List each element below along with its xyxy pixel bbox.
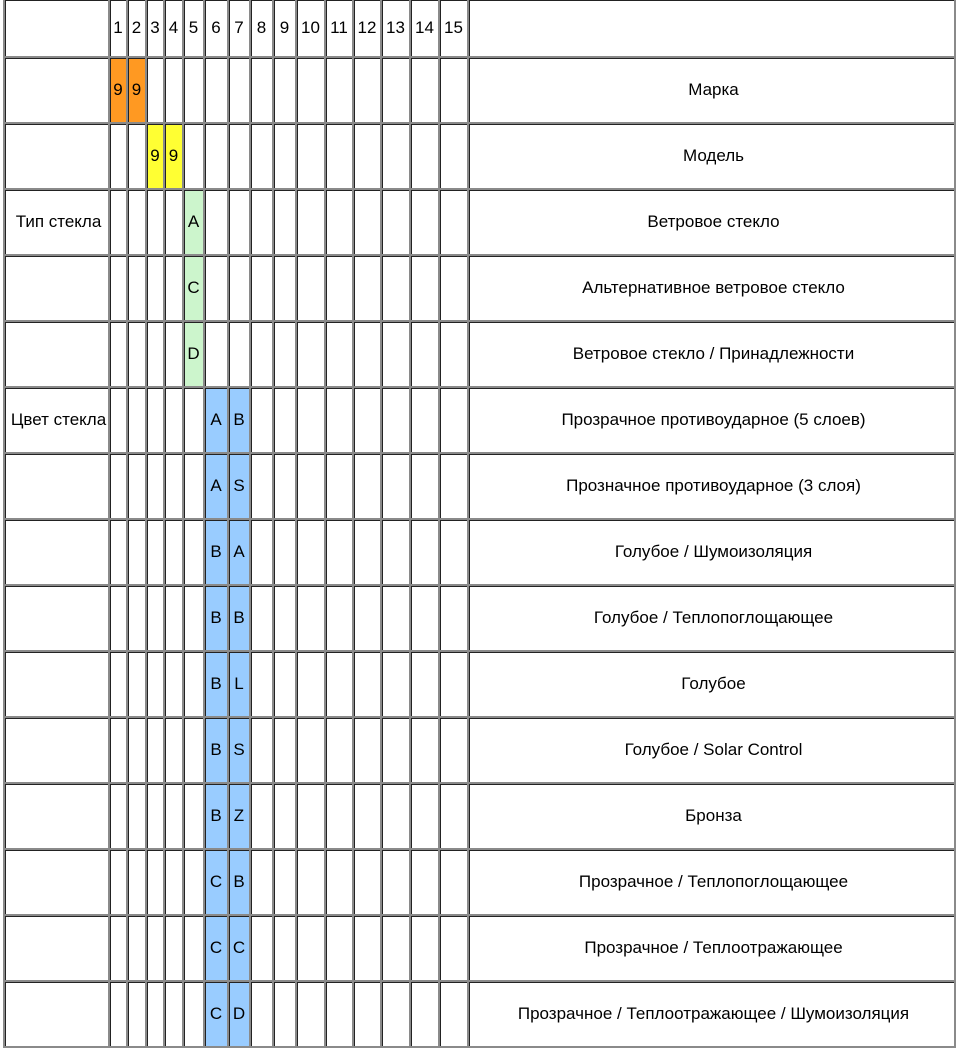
code-cell-pos-13 bbox=[382, 322, 411, 388]
code-cell-pos-15 bbox=[440, 58, 469, 124]
column-header-12: 12 bbox=[354, 0, 382, 58]
code-cell-pos-11 bbox=[326, 982, 354, 1048]
code-cell-pos-6: B bbox=[205, 520, 229, 586]
code-cell-pos-12 bbox=[354, 586, 382, 652]
table-row bbox=[5, 520, 956, 586]
code-cell-pos-7: B bbox=[229, 586, 251, 652]
code-cell-pos-10 bbox=[297, 784, 326, 850]
row-description: Модель bbox=[469, 124, 956, 190]
code-cell-pos-14 bbox=[411, 586, 440, 652]
header-description-cell bbox=[469, 0, 956, 58]
row-description: Голубое bbox=[469, 652, 956, 718]
code-cell-pos-3 bbox=[147, 718, 165, 784]
code-cell-pos-2 bbox=[128, 784, 147, 850]
code-cell-pos-3 bbox=[147, 982, 165, 1048]
code-cell-pos-5: A bbox=[184, 190, 205, 256]
code-cell-pos-7: S bbox=[229, 454, 251, 520]
code-cell-pos-4 bbox=[165, 718, 184, 784]
code-cell-pos-12 bbox=[354, 652, 382, 718]
code-cell-pos-12 bbox=[354, 916, 382, 982]
code-cell-pos-1 bbox=[110, 388, 128, 454]
code-cell-pos-2 bbox=[128, 388, 147, 454]
code-cell-pos-2 bbox=[128, 850, 147, 916]
code-cell-pos-6 bbox=[205, 322, 229, 388]
row-description: Прозрачное / Теплоотражающее / Шумоизоляция bbox=[469, 982, 956, 1048]
code-cell-pos-12 bbox=[354, 520, 382, 586]
code-cell-pos-1 bbox=[110, 850, 128, 916]
table-row bbox=[5, 916, 956, 982]
code-cell-pos-6: B bbox=[205, 586, 229, 652]
code-cell-pos-6: B bbox=[205, 718, 229, 784]
code-cell-pos-6: B bbox=[205, 784, 229, 850]
code-cell-pos-2 bbox=[128, 718, 147, 784]
code-cell-pos-1 bbox=[110, 916, 128, 982]
code-cell-pos-7: B bbox=[229, 388, 251, 454]
code-cell-pos-2 bbox=[128, 256, 147, 322]
row-description: Голубое / Шумоизоляция bbox=[469, 520, 956, 586]
row-description: Ветровое стекло / Принадлежности bbox=[469, 322, 956, 388]
code-cell-pos-13 bbox=[382, 256, 411, 322]
code-cell-pos-13 bbox=[382, 718, 411, 784]
code-cell-pos-4 bbox=[165, 256, 184, 322]
code-cell-pos-11 bbox=[326, 718, 354, 784]
code-cell-pos-2 bbox=[128, 586, 147, 652]
code-cell-pos-10 bbox=[297, 982, 326, 1048]
code-cell-pos-1 bbox=[110, 586, 128, 652]
code-cell-pos-11 bbox=[326, 586, 354, 652]
code-cell-pos-14 bbox=[411, 520, 440, 586]
code-cell-pos-11 bbox=[326, 784, 354, 850]
code-cell-pos-4 bbox=[165, 388, 184, 454]
code-cell-pos-7 bbox=[229, 190, 251, 256]
code-cell-pos-12 bbox=[354, 322, 382, 388]
code-cell-pos-15 bbox=[440, 982, 469, 1048]
code-cell-pos-7 bbox=[229, 322, 251, 388]
code-cell-pos-14 bbox=[411, 454, 440, 520]
code-cell-pos-8 bbox=[251, 916, 274, 982]
code-cell-pos-8 bbox=[251, 388, 274, 454]
code-cell-pos-9 bbox=[274, 388, 297, 454]
code-cell-pos-1 bbox=[110, 124, 128, 190]
code-cell-pos-15 bbox=[440, 124, 469, 190]
code-cell-pos-10 bbox=[297, 124, 326, 190]
code-cell-pos-2 bbox=[128, 982, 147, 1048]
code-cell-pos-9 bbox=[274, 124, 297, 190]
code-cell-pos-8 bbox=[251, 454, 274, 520]
code-cell-pos-1 bbox=[110, 190, 128, 256]
row-group-label bbox=[5, 322, 110, 388]
code-cell-pos-4 bbox=[165, 58, 184, 124]
column-header-4: 4 bbox=[165, 0, 184, 58]
code-cell-pos-15 bbox=[440, 256, 469, 322]
code-cell-pos-15 bbox=[440, 718, 469, 784]
code-cell-pos-4 bbox=[165, 454, 184, 520]
row-description: Прозначное противоударное (3 слоя) bbox=[469, 454, 956, 520]
code-cell-pos-12 bbox=[354, 718, 382, 784]
code-cell-pos-2: 9 bbox=[128, 58, 147, 124]
column-header-9: 9 bbox=[274, 0, 297, 58]
row-description: Голубое / Теплопоглощающее bbox=[469, 586, 956, 652]
code-cell-pos-3 bbox=[147, 784, 165, 850]
code-cell-pos-3 bbox=[147, 916, 165, 982]
row-group-label bbox=[5, 58, 110, 124]
code-cell-pos-8 bbox=[251, 124, 274, 190]
row-group-label: Цвет стекла bbox=[5, 388, 110, 454]
table-row bbox=[5, 982, 956, 1048]
column-header-11: 11 bbox=[326, 0, 354, 58]
code-cell-pos-3: 9 bbox=[147, 124, 165, 190]
code-cell-pos-5 bbox=[184, 454, 205, 520]
code-cell-pos-7 bbox=[229, 124, 251, 190]
row-description: Голубое / Solar Control bbox=[469, 718, 956, 784]
code-cell-pos-3 bbox=[147, 454, 165, 520]
code-cell-pos-9 bbox=[274, 520, 297, 586]
row-group-label bbox=[5, 784, 110, 850]
code-cell-pos-8 bbox=[251, 190, 274, 256]
table-row bbox=[5, 322, 956, 388]
code-cell-pos-3 bbox=[147, 322, 165, 388]
code-cell-pos-5 bbox=[184, 124, 205, 190]
code-cell-pos-6: A bbox=[205, 388, 229, 454]
code-cell-pos-5 bbox=[184, 982, 205, 1048]
code-cell-pos-10 bbox=[297, 652, 326, 718]
code-cell-pos-5 bbox=[184, 388, 205, 454]
code-cell-pos-3 bbox=[147, 388, 165, 454]
code-cell-pos-1 bbox=[110, 784, 128, 850]
code-cell-pos-11 bbox=[326, 388, 354, 454]
code-cell-pos-7: S bbox=[229, 718, 251, 784]
code-cell-pos-11 bbox=[326, 124, 354, 190]
code-cell-pos-6 bbox=[205, 58, 229, 124]
code-cell-pos-5: C bbox=[184, 256, 205, 322]
code-cell-pos-1 bbox=[110, 718, 128, 784]
row-description: Бронза bbox=[469, 784, 956, 850]
code-cell-pos-14 bbox=[411, 58, 440, 124]
column-header-1: 1 bbox=[110, 0, 128, 58]
code-cell-pos-8 bbox=[251, 982, 274, 1048]
code-cell-pos-1 bbox=[110, 322, 128, 388]
code-cell-pos-7: A bbox=[229, 520, 251, 586]
row-group-label: Тип стекла bbox=[5, 190, 110, 256]
column-header-2: 2 bbox=[128, 0, 147, 58]
header-row bbox=[5, 0, 956, 58]
code-cell-pos-13 bbox=[382, 190, 411, 256]
code-cell-pos-15 bbox=[440, 454, 469, 520]
code-cell-pos-4 bbox=[165, 520, 184, 586]
code-cell-pos-2 bbox=[128, 190, 147, 256]
code-cell-pos-14 bbox=[411, 652, 440, 718]
code-cell-pos-2 bbox=[128, 124, 147, 190]
code-cell-pos-10 bbox=[297, 520, 326, 586]
row-description: Марка bbox=[469, 58, 956, 124]
row-group-label bbox=[5, 652, 110, 718]
code-cell-pos-1: 9 bbox=[110, 58, 128, 124]
code-cell-pos-12 bbox=[354, 256, 382, 322]
code-cell-pos-9 bbox=[274, 916, 297, 982]
code-cell-pos-5 bbox=[184, 784, 205, 850]
row-group-label bbox=[5, 718, 110, 784]
code-cell-pos-15 bbox=[440, 916, 469, 982]
table-row bbox=[5, 124, 956, 190]
row-group-label bbox=[5, 124, 110, 190]
code-cell-pos-10 bbox=[297, 454, 326, 520]
code-cell-pos-9 bbox=[274, 850, 297, 916]
row-description: Альтернативное ветровое стекло bbox=[469, 256, 956, 322]
table-row bbox=[5, 256, 956, 322]
table-row bbox=[5, 850, 956, 916]
code-cell-pos-1 bbox=[110, 454, 128, 520]
code-cell-pos-3 bbox=[147, 586, 165, 652]
code-cell-pos-13 bbox=[382, 58, 411, 124]
code-cell-pos-3 bbox=[147, 652, 165, 718]
code-cell-pos-11 bbox=[326, 322, 354, 388]
code-cell-pos-12 bbox=[354, 454, 382, 520]
row-group-label bbox=[5, 586, 110, 652]
code-cell-pos-5: D bbox=[184, 322, 205, 388]
glass-code-table bbox=[3, 0, 956, 1048]
table-row bbox=[5, 586, 956, 652]
code-cell-pos-1 bbox=[110, 256, 128, 322]
code-cell-pos-5 bbox=[184, 916, 205, 982]
table-row bbox=[5, 388, 956, 454]
code-cell-pos-8 bbox=[251, 784, 274, 850]
code-cell-pos-2 bbox=[128, 322, 147, 388]
code-cell-pos-1 bbox=[110, 520, 128, 586]
code-cell-pos-13 bbox=[382, 124, 411, 190]
code-cell-pos-4 bbox=[165, 982, 184, 1048]
code-cell-pos-15 bbox=[440, 388, 469, 454]
code-cell-pos-12 bbox=[354, 58, 382, 124]
code-cell-pos-15 bbox=[440, 520, 469, 586]
code-cell-pos-7: Z bbox=[229, 784, 251, 850]
row-description: Прозрачное противоударное (5 слоев) bbox=[469, 388, 956, 454]
column-header-6: 6 bbox=[205, 0, 229, 58]
code-cell-pos-8 bbox=[251, 58, 274, 124]
code-cell-pos-10 bbox=[297, 388, 326, 454]
row-group-label bbox=[5, 982, 110, 1048]
code-cell-pos-10 bbox=[297, 586, 326, 652]
row-group-label bbox=[5, 256, 110, 322]
code-cell-pos-11 bbox=[326, 850, 354, 916]
column-header-10: 10 bbox=[297, 0, 326, 58]
code-cell-pos-9 bbox=[274, 652, 297, 718]
code-cell-pos-10 bbox=[297, 850, 326, 916]
code-cell-pos-6: B bbox=[205, 652, 229, 718]
code-cell-pos-4 bbox=[165, 586, 184, 652]
code-cell-pos-8 bbox=[251, 520, 274, 586]
code-cell-pos-4: 9 bbox=[165, 124, 184, 190]
code-cell-pos-6: C bbox=[205, 850, 229, 916]
code-cell-pos-1 bbox=[110, 652, 128, 718]
code-cell-pos-10 bbox=[297, 58, 326, 124]
code-cell-pos-7: C bbox=[229, 916, 251, 982]
code-cell-pos-8 bbox=[251, 718, 274, 784]
row-description: Прозрачное / Теплоотражающее bbox=[469, 916, 956, 982]
column-header-5: 5 bbox=[184, 0, 205, 58]
code-cell-pos-14 bbox=[411, 322, 440, 388]
code-cell-pos-7: L bbox=[229, 652, 251, 718]
row-group-label bbox=[5, 916, 110, 982]
code-cell-pos-9 bbox=[274, 256, 297, 322]
row-group-label bbox=[5, 850, 110, 916]
code-cell-pos-2 bbox=[128, 652, 147, 718]
code-cell-pos-10 bbox=[297, 718, 326, 784]
code-cell-pos-5 bbox=[184, 58, 205, 124]
code-cell-pos-14 bbox=[411, 256, 440, 322]
code-cell-pos-9 bbox=[274, 982, 297, 1048]
code-cell-pos-8 bbox=[251, 256, 274, 322]
code-cell-pos-12 bbox=[354, 784, 382, 850]
code-cell-pos-13 bbox=[382, 454, 411, 520]
code-cell-pos-1 bbox=[110, 982, 128, 1048]
code-cell-pos-3 bbox=[147, 256, 165, 322]
table-row bbox=[5, 718, 956, 784]
table-body bbox=[5, 0, 956, 1048]
code-cell-pos-12 bbox=[354, 190, 382, 256]
code-cell-pos-6: C bbox=[205, 982, 229, 1048]
code-cell-pos-3 bbox=[147, 850, 165, 916]
code-cell-pos-15 bbox=[440, 850, 469, 916]
code-cell-pos-6 bbox=[205, 190, 229, 256]
code-cell-pos-7: D bbox=[229, 982, 251, 1048]
code-cell-pos-13 bbox=[382, 916, 411, 982]
code-cell-pos-15 bbox=[440, 322, 469, 388]
code-cell-pos-14 bbox=[411, 916, 440, 982]
code-cell-pos-13 bbox=[382, 388, 411, 454]
code-cell-pos-10 bbox=[297, 322, 326, 388]
code-cell-pos-11 bbox=[326, 256, 354, 322]
code-cell-pos-13 bbox=[382, 982, 411, 1048]
table-row bbox=[5, 784, 956, 850]
code-cell-pos-6: C bbox=[205, 916, 229, 982]
code-cell-pos-7: B bbox=[229, 850, 251, 916]
code-cell-pos-13 bbox=[382, 520, 411, 586]
code-cell-pos-2 bbox=[128, 916, 147, 982]
table-row bbox=[5, 454, 956, 520]
table-row bbox=[5, 58, 956, 124]
code-cell-pos-13 bbox=[382, 652, 411, 718]
code-cell-pos-9 bbox=[274, 718, 297, 784]
code-cell-pos-4 bbox=[165, 190, 184, 256]
code-cell-pos-4 bbox=[165, 652, 184, 718]
code-cell-pos-10 bbox=[297, 256, 326, 322]
code-cell-pos-4 bbox=[165, 916, 184, 982]
code-cell-pos-5 bbox=[184, 586, 205, 652]
code-cell-pos-3 bbox=[147, 58, 165, 124]
code-cell-pos-9 bbox=[274, 454, 297, 520]
column-header-3: 3 bbox=[147, 0, 165, 58]
code-cell-pos-7 bbox=[229, 58, 251, 124]
code-cell-pos-4 bbox=[165, 850, 184, 916]
row-description: Прозрачное / Теплопоглощающее bbox=[469, 850, 956, 916]
code-cell-pos-9 bbox=[274, 586, 297, 652]
code-cell-pos-8 bbox=[251, 586, 274, 652]
column-header-15: 15 bbox=[440, 0, 469, 58]
column-header-7: 7 bbox=[229, 0, 251, 58]
code-cell-pos-14 bbox=[411, 388, 440, 454]
code-cell-pos-8 bbox=[251, 322, 274, 388]
code-cell-pos-4 bbox=[165, 322, 184, 388]
row-group-label bbox=[5, 520, 110, 586]
code-cell-pos-14 bbox=[411, 784, 440, 850]
code-cell-pos-14 bbox=[411, 718, 440, 784]
column-header-13: 13 bbox=[382, 0, 411, 58]
code-cell-pos-2 bbox=[128, 454, 147, 520]
code-cell-pos-15 bbox=[440, 784, 469, 850]
table-row bbox=[5, 190, 956, 256]
row-group-label bbox=[5, 454, 110, 520]
code-cell-pos-8 bbox=[251, 850, 274, 916]
code-cell-pos-15 bbox=[440, 190, 469, 256]
code-cell-pos-5 bbox=[184, 652, 205, 718]
code-cell-pos-8 bbox=[251, 652, 274, 718]
code-cell-pos-7 bbox=[229, 256, 251, 322]
code-cell-pos-11 bbox=[326, 520, 354, 586]
code-cell-pos-14 bbox=[411, 982, 440, 1048]
code-cell-pos-13 bbox=[382, 784, 411, 850]
code-cell-pos-11 bbox=[326, 454, 354, 520]
header-corner-cell bbox=[5, 0, 110, 58]
code-cell-pos-2 bbox=[128, 520, 147, 586]
table-row bbox=[5, 652, 956, 718]
code-cell-pos-14 bbox=[411, 850, 440, 916]
code-cell-pos-9 bbox=[274, 322, 297, 388]
code-cell-pos-15 bbox=[440, 586, 469, 652]
code-cell-pos-12 bbox=[354, 124, 382, 190]
code-cell-pos-10 bbox=[297, 916, 326, 982]
code-cell-pos-5 bbox=[184, 520, 205, 586]
code-cell-pos-12 bbox=[354, 982, 382, 1048]
code-cell-pos-14 bbox=[411, 190, 440, 256]
code-cell-pos-12 bbox=[354, 388, 382, 454]
code-cell-pos-11 bbox=[326, 58, 354, 124]
code-cell-pos-12 bbox=[354, 850, 382, 916]
code-cell-pos-6: A bbox=[205, 454, 229, 520]
code-cell-pos-13 bbox=[382, 850, 411, 916]
code-cell-pos-9 bbox=[274, 784, 297, 850]
code-cell-pos-11 bbox=[326, 652, 354, 718]
code-cell-pos-14 bbox=[411, 124, 440, 190]
code-cell-pos-6 bbox=[205, 256, 229, 322]
code-cell-pos-3 bbox=[147, 190, 165, 256]
code-cell-pos-3 bbox=[147, 520, 165, 586]
column-header-8: 8 bbox=[251, 0, 274, 58]
code-cell-pos-5 bbox=[184, 718, 205, 784]
code-cell-pos-9 bbox=[274, 58, 297, 124]
code-cell-pos-6 bbox=[205, 124, 229, 190]
code-cell-pos-4 bbox=[165, 784, 184, 850]
code-cell-pos-5 bbox=[184, 850, 205, 916]
code-cell-pos-13 bbox=[382, 586, 411, 652]
column-header-14: 14 bbox=[411, 0, 440, 58]
row-description: Ветровое стекло bbox=[469, 190, 956, 256]
code-cell-pos-11 bbox=[326, 190, 354, 256]
code-cell-pos-15 bbox=[440, 652, 469, 718]
code-cell-pos-10 bbox=[297, 190, 326, 256]
code-cell-pos-11 bbox=[326, 916, 354, 982]
code-cell-pos-9 bbox=[274, 190, 297, 256]
